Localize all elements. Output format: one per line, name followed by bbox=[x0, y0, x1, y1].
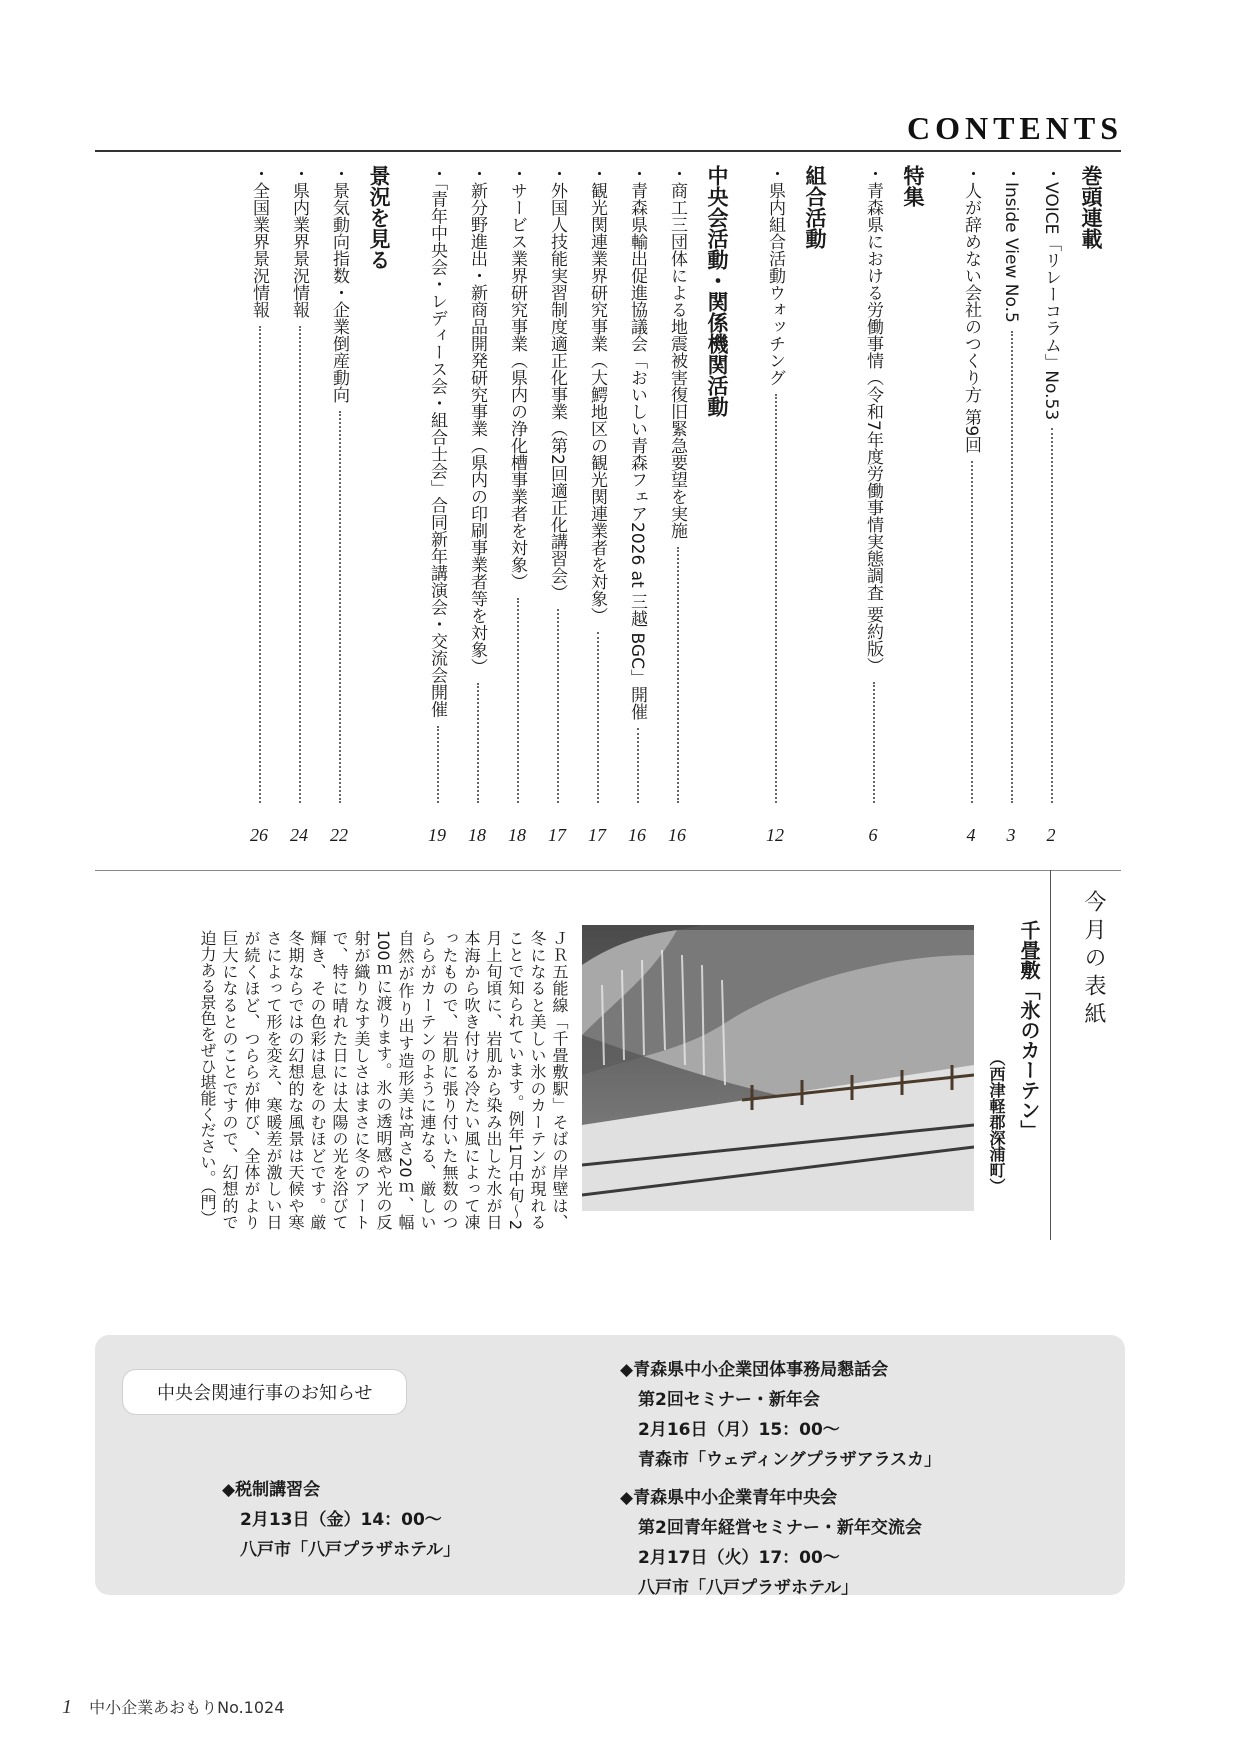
toc-entry-label: ・外国人技能実習制度適正化事業（第2回適正化講習会） bbox=[547, 165, 567, 601]
toc-entry-label: ・全国業界景況情報 bbox=[249, 165, 269, 318]
toc-entry-page: 22 bbox=[330, 825, 348, 845]
leader-dots bbox=[595, 632, 599, 803]
toc-entry[interactable] bbox=[577, 165, 617, 855]
ice-curtain-photo-icon bbox=[582, 925, 974, 1211]
contents-title: CONTENTS bbox=[906, 110, 1123, 146]
toc-entry-page: 16 bbox=[668, 825, 686, 845]
toc-entry[interactable] bbox=[991, 165, 1031, 855]
toc-entry-label: ・県内業界景況情報 bbox=[289, 165, 309, 318]
toc-section-heading: 特集 bbox=[901, 165, 925, 207]
toc-section-heading: 組合活動 bbox=[803, 165, 827, 249]
page-number: 1 bbox=[62, 1696, 72, 1718]
toc-entry-label: ・新分野進出・新商品開発研究事業（県内の印刷事業者等を対象） bbox=[467, 165, 487, 675]
toc-entry[interactable] bbox=[239, 165, 279, 855]
events-box bbox=[95, 1335, 1125, 1598]
event-line: 八戸市「八戸プラザホテル」 bbox=[638, 1578, 859, 1598]
toc-entry-page: 24 bbox=[290, 825, 308, 845]
toc-entry[interactable] bbox=[1031, 165, 1071, 855]
event-item bbox=[620, 1355, 941, 1475]
leader-dots bbox=[773, 394, 777, 803]
toc-entry-page: 18 bbox=[508, 825, 526, 845]
event-line: 青森市「ウェディングプラザアラスカ」 bbox=[638, 1450, 942, 1470]
toc-entry-label: ・商工三団体による地震被害復旧緊急要望を実施 bbox=[667, 165, 687, 539]
toc-entry[interactable] bbox=[755, 165, 795, 855]
event-line: 2月16日（月）15：00～ bbox=[638, 1420, 840, 1440]
event-item bbox=[222, 1475, 460, 1565]
toc-section-heading: 景況を見る bbox=[367, 165, 391, 270]
toc-entry[interactable] bbox=[279, 165, 319, 855]
toc-entry-label: ・青森県における労働事情（令和7年度労働事情実態調査 要約版） bbox=[863, 165, 883, 675]
toc-entry[interactable] bbox=[319, 165, 359, 855]
event-line: 第2回青年経営セミナー・新年交流会 bbox=[638, 1518, 922, 1538]
event-title: ◆青森県中小企業団体事務局懇話会 bbox=[620, 1360, 889, 1380]
leader-dots bbox=[1009, 331, 1013, 803]
leader-dots bbox=[435, 726, 439, 804]
toc-entry-page: 12 bbox=[766, 825, 784, 845]
toc-entry-label: ・VOICE「リレーコラム」No.53 bbox=[1041, 165, 1061, 421]
table-of-contents bbox=[239, 165, 1111, 855]
toc-entry-label: ・Inside View No.5 bbox=[1001, 165, 1021, 323]
event-line: 2月13日（金）14：00～ bbox=[240, 1510, 442, 1530]
cover-photo bbox=[582, 925, 974, 1211]
toc-entry[interactable] bbox=[853, 165, 893, 855]
toc-entry-page: 3 bbox=[1006, 825, 1016, 845]
cover-title: 千畳敷「氷のカーテン」 bbox=[1017, 920, 1041, 1140]
leader-dots bbox=[297, 326, 301, 803]
publication-name: 中小企業あおもりNo.1024 bbox=[89, 1698, 285, 1717]
toc-entry-page: 17 bbox=[548, 825, 566, 845]
section-divider bbox=[95, 870, 1121, 871]
toc-entry[interactable] bbox=[617, 165, 657, 855]
toc-entry[interactable] bbox=[537, 165, 577, 855]
leader-dots bbox=[635, 728, 639, 803]
toc-entry-label: ・景気動向指数・企業倒産動向 bbox=[329, 165, 349, 403]
toc-entry[interactable] bbox=[417, 165, 457, 855]
toc-entry-label: ・観光関連業界研究事業（大鰐地区の観光関連業者を対象） bbox=[587, 165, 607, 624]
event-title: ◆税制講習会 bbox=[222, 1480, 321, 1500]
toc-entry[interactable] bbox=[457, 165, 497, 855]
toc-entry-page: 6 bbox=[868, 825, 878, 845]
leader-dots bbox=[969, 461, 973, 803]
toc-entry-label: ・県内組合活動ウォッチング bbox=[765, 165, 785, 386]
toc-entry-label: ・「青年中央会・レディース会・組合士会」合同新年講演会・交流会開催 bbox=[427, 165, 447, 718]
leader-dots bbox=[1049, 428, 1053, 803]
page-footer bbox=[62, 1695, 284, 1719]
toc-entry-page: 19 bbox=[428, 825, 446, 845]
toc-section-heading: 中央会活動・関係機関活動 bbox=[705, 165, 729, 417]
toc-entry-page: 16 bbox=[628, 825, 646, 845]
toc-entry-label: ・人が辞めない会社のつくり方 第9回 bbox=[961, 165, 981, 454]
event-title: ◆青森県中小企業青年中央会 bbox=[620, 1488, 838, 1508]
toc-entry[interactable] bbox=[497, 165, 537, 855]
title-rule bbox=[95, 150, 1121, 152]
leader-dots bbox=[675, 547, 679, 803]
events-heading: 中央会関連行事のお知らせ bbox=[122, 1369, 407, 1415]
event-line: 第2回セミナー・新年会 bbox=[638, 1390, 820, 1410]
leader-dots bbox=[515, 598, 519, 803]
leader-dots bbox=[257, 326, 261, 803]
toc-entry[interactable] bbox=[951, 165, 991, 855]
toc-entry[interactable] bbox=[657, 165, 697, 855]
leader-dots bbox=[871, 682, 875, 803]
toc-entry-page: 17 bbox=[588, 825, 606, 845]
leader-dots bbox=[475, 683, 479, 803]
event-item bbox=[620, 1483, 922, 1603]
cover-description: ＪＲ五能線「千畳敷駅」そばの岸壁は、冬になると美しい氷のカーテンが現れることで知られています。例年1月中旬～2月上旬頃に、岩肌から染み出した水が日本海から吹き付ける冷たい風によって凍ったもので、岩肌に張り付いた無数のつららがカーテンのように連なる、厳しい自然が作り出す造形美は高さ20ｍ、幅100ｍに渡ります。氷の透明感や光の反射が織りなす美しさはまさに冬のアートで、特に晴れた日には太陽の光を浴びて輝き、その色彩は息をのむほどです。厳冬期ならではの幻想的な風景は天候や寒さによって形を変え、寒暖差が激しい日が続くほど、つららが伸び、全体がより巨大になるとのことですので、幻想的で迫力ある景色をぜひ堪能ください。（門） bbox=[198, 930, 569, 1230]
leader-dots bbox=[555, 609, 559, 803]
leader-dots bbox=[337, 411, 341, 803]
event-line: 八戸市「八戸プラザホテル」 bbox=[240, 1540, 461, 1560]
event-line: 2月17日（火）17：00～ bbox=[638, 1548, 840, 1568]
toc-entry-page: 2 bbox=[1046, 825, 1056, 845]
toc-entry-page: 18 bbox=[468, 825, 486, 845]
toc-entry-label: ・サービス業界研究事業（県内の浄化槽事業者を対象） bbox=[507, 165, 527, 590]
toc-section-heading: 巻頭連載 bbox=[1079, 165, 1103, 249]
cover-label: 今月の表紙 bbox=[1081, 890, 1106, 1030]
cover-location: （西津軽郡深浦町） bbox=[987, 1050, 1006, 1194]
toc-entry-label: ・青森県輸出促進協議会「おいしい青森フェア2026 at 三越 BGC」開催 bbox=[627, 165, 647, 720]
toc-entry-page: 4 bbox=[966, 825, 976, 845]
toc-entry-page: 26 bbox=[250, 825, 268, 845]
